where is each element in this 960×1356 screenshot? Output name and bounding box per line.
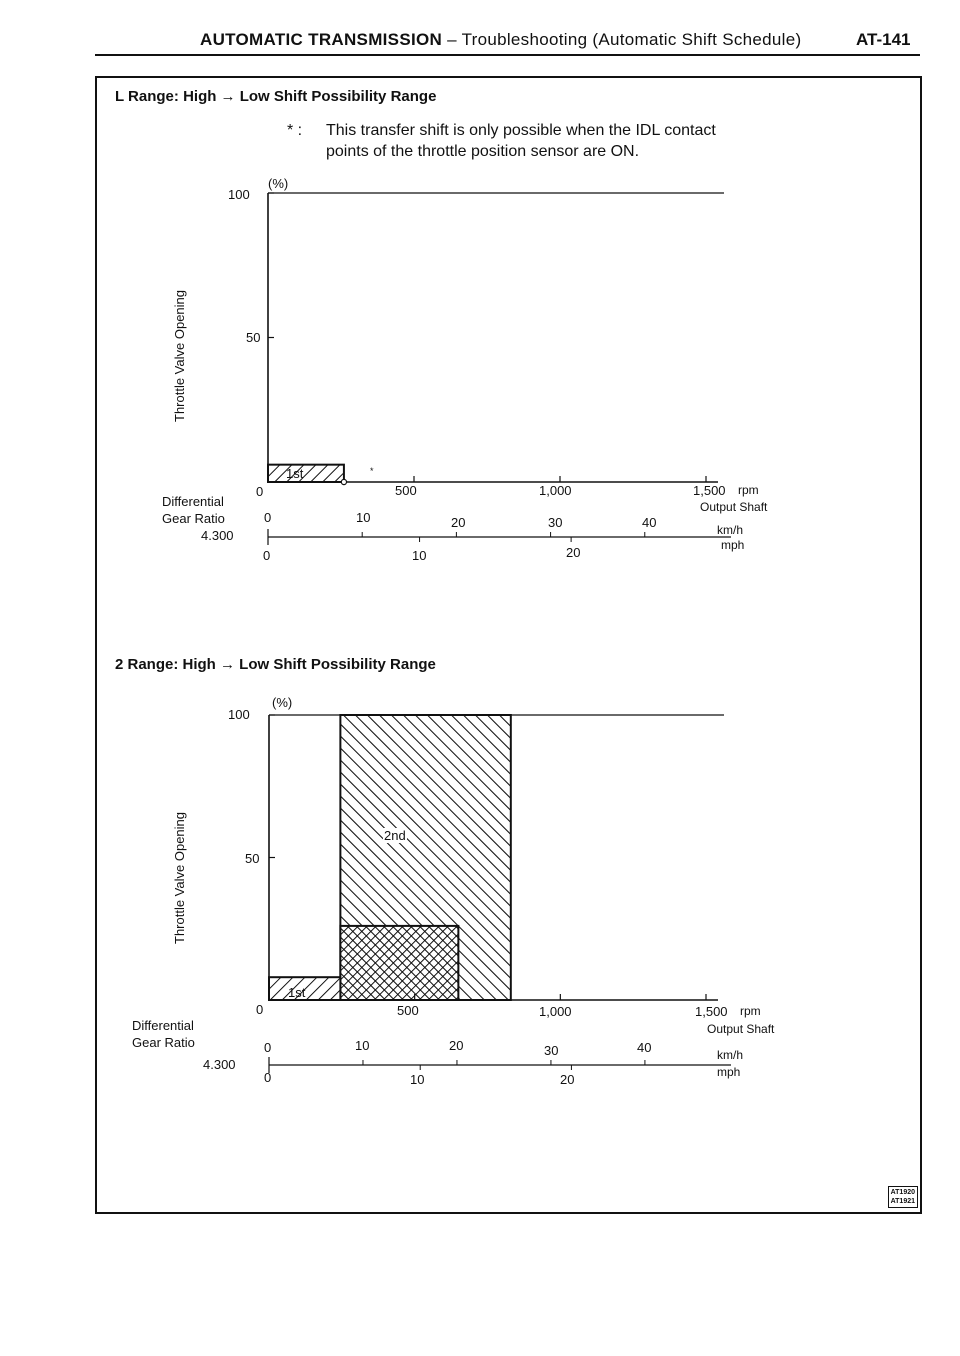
- l-range-gear-ratio-label: Gear Ratio: [162, 511, 225, 526]
- 2-range-y-axis-label: Throttle Valve Opening: [172, 812, 187, 944]
- l-range-mph-tick-10: 10: [412, 548, 427, 563]
- l-range-rpm-tick-1000: 1,000: [539, 483, 572, 498]
- 2-range-mph-tick-0: 0: [264, 1070, 272, 1085]
- l-range-rpm-tick-500: 500: [395, 483, 417, 498]
- l-range-kmh-tick-10: 10: [356, 510, 371, 525]
- 2-range-differential-label: Differential: [132, 1018, 194, 1033]
- figure-id-1: AT1920: [890, 1189, 915, 1196]
- 2-range-output-shaft-label: Output Shaft: [707, 1022, 775, 1036]
- l-range-kmh-tick-0: 0: [264, 510, 272, 525]
- l-range-marker-label: *: [370, 466, 374, 476]
- l-range-mph-unit: mph: [721, 538, 745, 552]
- l-range-rpm-unit: rpm: [738, 483, 759, 497]
- 2-range-region-2nd-label: 2nd: [384, 828, 406, 843]
- 2-range-title: 2 Range: High → Low Shift Possibility Range: [115, 656, 436, 673]
- header-title-bold: AUTOMATIC TRANSMISSION: [200, 30, 443, 49]
- l-range-mph-tick-20: 20: [566, 545, 581, 560]
- 2-range-y-tick-100: 100: [228, 707, 250, 722]
- 2-range-y-tick-0: 0: [256, 1002, 264, 1017]
- 2-range-kmh-tick-30: 30: [544, 1043, 559, 1058]
- 2-range-y-unit: (%): [272, 695, 293, 710]
- l-range-kmh-tick-40: 40: [642, 515, 657, 530]
- figure-id-2: AT1921: [890, 1198, 915, 1205]
- l-range-note-marker: * :: [287, 122, 303, 139]
- 2-range-kmh-unit: km/h: [717, 1048, 744, 1062]
- 2-range-kmh-tick-40: 40: [637, 1040, 652, 1055]
- page-number: AT-141: [856, 30, 911, 49]
- 2-range-y-tick-50: 50: [245, 851, 260, 866]
- 2-range-kmh-tick-10: 10: [355, 1038, 370, 1053]
- 2-range-mph-unit: mph: [717, 1065, 741, 1079]
- header-title-rest: – Troubleshooting (Automatic Shift Schedule): [442, 30, 802, 49]
- 2-range-region-1st-label: 1st: [288, 985, 306, 1000]
- l-range-rpm-tick-1500: 1,500: [693, 483, 726, 498]
- l-range-y-unit: (%): [268, 176, 289, 191]
- 2-range-rpm-tick-1500: 1,500: [695, 1004, 728, 1019]
- l-range-y-axis-label: Throttle Valve Opening: [172, 290, 187, 422]
- figure-ids: [888, 1186, 918, 1208]
- 2-range-kmh-tick-20: 20: [449, 1038, 464, 1053]
- 2-range-mph-tick-20: 20: [560, 1072, 575, 1087]
- l-range-y-tick-0: 0: [256, 484, 264, 499]
- 2-range-rpm-unit: rpm: [740, 1004, 761, 1018]
- l-range-note-line-2: points of the throttle position sensor are ON.: [326, 143, 640, 160]
- 2-range-rpm-tick-500: 500: [397, 1003, 419, 1018]
- l-range-output-shaft-label: Output Shaft: [700, 500, 768, 514]
- l-range-title: L Range: High → Low Shift Possibility Range: [115, 88, 437, 105]
- 2-range-mph-tick-10: 10: [410, 1072, 425, 1087]
- l-range-y-tick-100: 100: [228, 187, 250, 202]
- 2-range-gear-ratio-value: 4.300: [203, 1057, 236, 1072]
- l-range-note-line-1: This transfer shift is only possible when the IDL contact: [326, 122, 716, 139]
- l-range-kmh-tick-30: 30: [548, 515, 563, 530]
- 2-range-gear-ratio-label: Gear Ratio: [132, 1035, 195, 1050]
- l-range-kmh-tick-20: 20: [451, 515, 466, 530]
- 2-range-kmh-tick-0: 0: [264, 1040, 272, 1055]
- l-range-mph-tick-0: 0: [263, 548, 271, 563]
- l-range-region-1st-label: 1st: [286, 466, 304, 481]
- l-range-y-tick-50: 50: [246, 330, 261, 345]
- l-range-differential-label: Differential: [162, 494, 224, 509]
- l-range-gear-ratio-value: 4.300: [201, 528, 234, 543]
- 2-range-rpm-tick-1000: 1,000: [539, 1004, 572, 1019]
- l-range-kmh-unit: km/h: [717, 523, 744, 537]
